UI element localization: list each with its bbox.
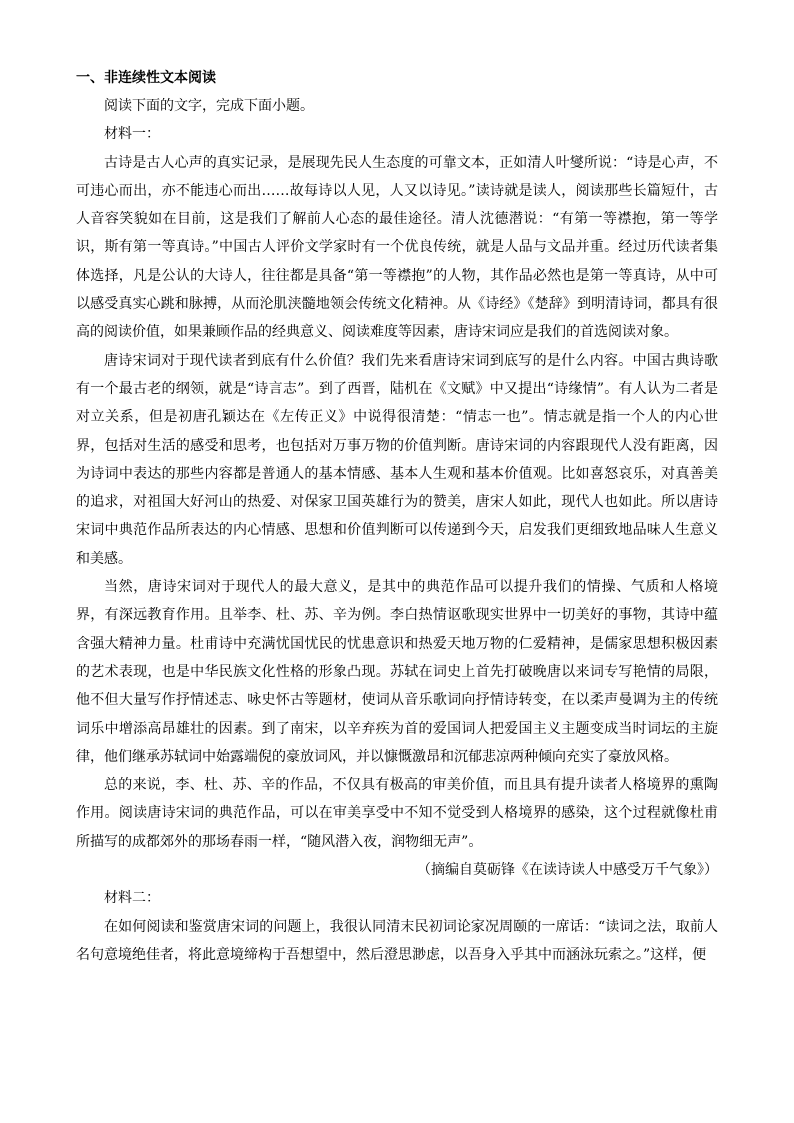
- document-body: [76, 64, 718, 969]
- material1-paragraph-2: 唐诗宋词对于现代读者到底有什么价值？我们先来看唐诗宋词到底写的是什么内容。中国古典诗歌有一个最古老的纲领，就是“诗言志”。到了西晋，陆机在《文赋》中又提出“诗缘情”。有人认为二者是对立关系，但是初唐孔颖达在《左传正义》中说得很清楚：“情志一也”。情志就是指一个人的内心世界，包括对生活的感受和思考，也包括对万事万物的价值判断。唐诗宋词的内容跟现代人没有距离，因为诗词中表达的那些内容都是普通人的基本情感、基本人生观和基本价值观。比如喜怒哀乐，对真善美的追求，对祖国大好河山的热爱、对保家卫国英雄行为的赞美，唐宋人如此，现代人也如此。所以唐诗宋词中典范作品所表达的内心情感、思想和价值判断可以传递到今天，启发我们更细致地品味人生意义和美感。: [76, 352, 718, 567]
- material2-paragraph-1: 在如何阅读和鉴赏唐宋词的问题上，我很认同清末民初词论家况周颐的一席话：“读词之法，取前人名句意境绝佳者，将此意境缔构于吾想望中，然后澄思渺虑，以吾身入乎其中而涵泳玩索之。”这样，便: [76, 918, 718, 963]
- material1-label: 材料一：: [104, 126, 160, 143]
- material1-source: （摘编自莫砺锋《在读诗读人中感受万千气象》）: [417, 862, 718, 879]
- section-heading: 一、非连续性文本阅读: [76, 70, 216, 86]
- material1-paragraph-3: 当然，唐诗宋词对于现代人的最大意义，是其中的典范作品可以提升我们的情操、气质和人格境界，有深远教育作用。且举李、杜、苏、辛为例。李白热情讴歌现实世界中一切美好的事物，其诗中蕴含强大精神力量。杜甫诗中充满忧国忧民的忧患意识和热爱天地万物的仁爱精神，是儒家思想积极因素的艺术表现，也是中华民族文化性格的形象凸现。苏轼在词史上首先打破晚唐以来词专写艳情的局限，他不但大量写作抒情述志、咏史怀古等题材，使词从音乐歌词向抒情诗转变，在以柔声曼调为主的传统词乐中增添高昂雄壮的因素。到了南宋，以辛弃疾为首的爱国词人把爱国主义主题变成当时词坛的主旋律，他们继承苏轼词中始露端倪的豪放词风，并以慷慨激昂和沉郁悲凉两种倾向充实了豪放风格。: [76, 579, 718, 765]
- material1-paragraph-1: 古诗是古人心声的真实记录，是展现先民人生态度的可靠文本，正如清人叶燮所说：“诗是心声，不可违心而出，亦不能违心而出……故每诗以人见，人又以诗见。”读诗就是读人，阅读那些长篇短什，古人音容笑貌如在目前，这是我们了解前人心态的最佳途径。清人沈德潜说：“有第一等襟抱，第一等学识，斯有第一等真诗。”中国古人评价文学家时有一个优良传统，就是人品与文品并重。经过历代读者集体选择，凡是公认的大诗人，往往都是具备“第一等襟抱”的人物，其作品必然也是第一等真诗，从中可以感受真实心跳和脉搏，从而沦肌浃髓地领会传统文化精神。从《诗经》《楚辞》到明清诗词，都具有很高的阅读价值，如果兼顾作品的经典意义、阅读难度等因素，唐诗宋词应是我们的首选阅读对象。: [76, 154, 718, 341]
- material1-paragraph-4: 总的来说，李、杜、苏、辛的作品，不仅具有极高的审美价值，而且具有提升读者人格境界的熏陶作用。阅读唐诗宋词的典范作品，可以在审美享受中不知不觉受到人格境界的感染，这个过程就像杜甫所描写的成都郊外的那场春雨一样，“随风潜入夜，润物细无声”。: [76, 777, 718, 850]
- material2-label: 材料二：: [104, 890, 160, 907]
- instruction: 阅读下面的文字，完成下面小题。: [104, 98, 314, 114]
